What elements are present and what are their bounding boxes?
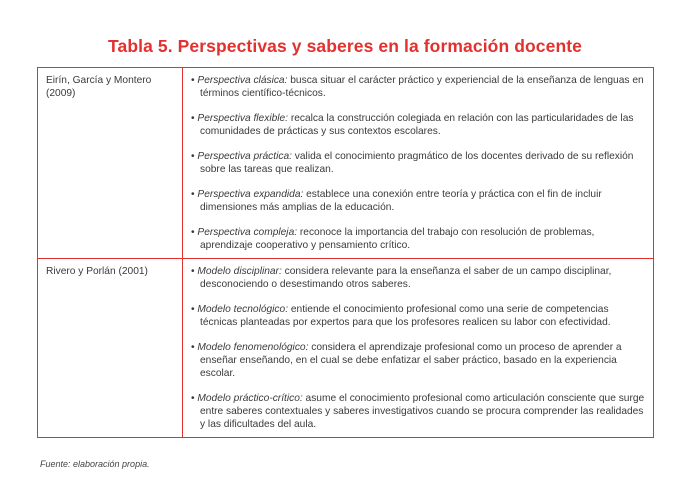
item-text: considera el aprendizaje profesional como un proceso de aprender a enseñar enseñando, en el cual se debe enfatizar el saber práctico, basado en la experiencia escolar.: [200, 342, 622, 379]
list-item: • Perspectiva compleja: reconoce la importancia del trabajo con resolución de problemas, aprendizaje cooperativo y pensamiento crítico.: [191, 227, 595, 251]
perspectives-table: [37, 67, 654, 438]
table-row: [38, 259, 654, 438]
item-term: Perspectiva compleja:: [197, 227, 298, 238]
item-text: establece una conexión entre teoría y práctica con el fin de incluir dimensiones más amplias de la educación.: [200, 189, 602, 213]
author-cell: Eirín, García y Montero (2009): [38, 68, 183, 259]
table-title: Tabla 5. Perspectivas y saberes en la formación docente: [108, 36, 582, 56]
item-text: considera relevante para la enseñanza el saber de un campo disciplinar, desconociendo o desestimando otros saberes.: [200, 266, 612, 290]
list-item: • Modelo fenomenológico: considera el aprendizaje profesional como un proceso de aprender a enseñar enseñando, en el cual se debe enfatizar el saber práctico, basado en la experiencia escolar.: [191, 342, 622, 379]
items-cell: [183, 259, 654, 438]
item-term: Modelo práctico-crítico:: [197, 393, 303, 404]
item-text: asume el conocimiento profesional como articulación consciente que surge entre saberes contextuales y saberes investigativos cuando se procura comprender las realidades y las dificultades del aula.: [200, 393, 645, 430]
item-term: Perspectiva clásica:: [197, 75, 288, 86]
source-note: Fuente: elaboración propia.: [40, 459, 150, 469]
author-cell: Rivero y Porlán (2001): [38, 259, 183, 438]
items-cell: [183, 68, 654, 259]
item-term: Modelo tecnológico:: [197, 304, 289, 315]
item-term: Modelo disciplinar:: [197, 266, 282, 277]
item-text: reconoce la importancia del trabajo con resolución de problemas, aprendizaje cooperativo y pensamiento crítico.: [200, 227, 595, 251]
item-term: Perspectiva flexible:: [197, 113, 289, 124]
list-item: • Perspectiva flexible: recalca la construcción colegiada en relación con las particularidades de las comunidades de prácticas y sus contextos escolares.: [191, 113, 634, 137]
list-item: • Modelo disciplinar: considera relevante para la enseñanza el saber de un campo disciplinar, desconociendo o desestimando otros saberes.: [191, 266, 612, 290]
list-item: • Modelo tecnológico: entiende el conocimiento profesional como una serie de competencias técnicas planteadas por expertos para que los profesores realicen su labor con efectividad.: [191, 304, 611, 328]
list-item: • Perspectiva práctica: valida el conocimiento pragmático de los docentes derivado de su reflexión sobre las tareas que realizan.: [191, 151, 634, 175]
item-term: Modelo fenomenológico:: [197, 342, 309, 353]
item-text: recalca la construcción colegiada en relación con las particularidades de las comunidades de prácticas y sus contextos escolares.: [200, 113, 634, 137]
list-item: • Perspectiva clásica: busca situar el carácter práctico y experiencial de la enseñanza de lenguas en términos científico-técnicos.: [191, 75, 644, 99]
item-text: busca situar el carácter práctico y experiencial de la enseñanza de lenguas en términos científico-técnicos.: [200, 75, 644, 99]
item-term: Perspectiva práctica:: [197, 151, 292, 162]
table-row: [38, 68, 654, 259]
list-item: • Modelo práctico-crítico: asume el conocimiento profesional como articulación consciente que surge entre saberes contextuales y saberes investigativos cuando se procura comprender las realidades y las dificultades del aula.: [191, 393, 645, 430]
item-text: entiende el conocimiento profesional como una serie de competencias técnicas planteadas por expertos para que los profesores realicen su labor con efectividad.: [200, 304, 611, 328]
item-term: Perspectiva expandida:: [197, 189, 304, 200]
item-text: valida el conocimiento pragmático de los docentes derivado de su reflexión sobre las tareas que realizan.: [200, 151, 634, 175]
list-item: • Perspectiva expandida: establece una conexión entre teoría y práctica con el fin de incluir dimensiones más amplias de la educación.: [191, 189, 602, 213]
